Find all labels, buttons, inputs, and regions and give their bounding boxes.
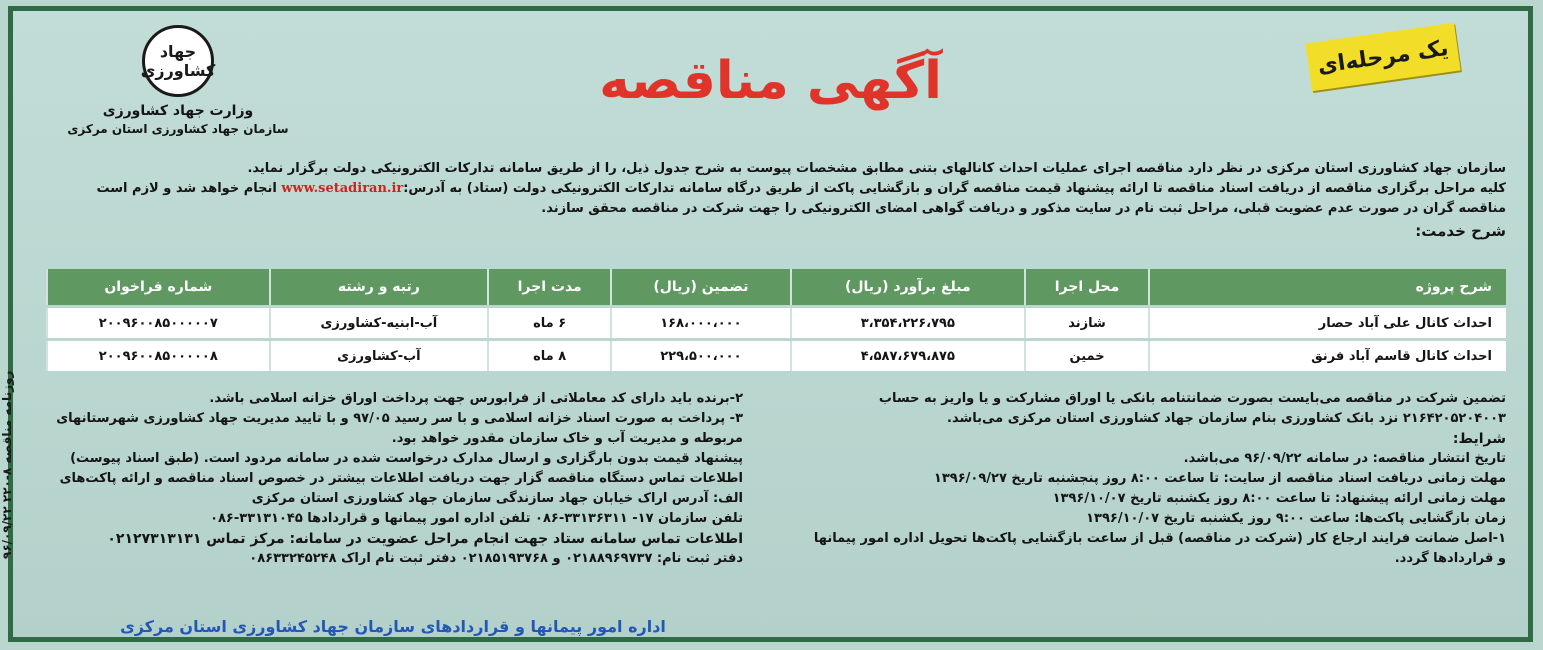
table-cell: احداث کانال علی آباد حصار bbox=[1148, 308, 1506, 338]
table-cell: ۳،۳۵۴،۲۲۶،۷۹۵ bbox=[790, 308, 1025, 338]
guarantee-line-1: تضمین شرکت در مناقصه می‌بایست بصورت ضمانتنامه بانکی یا اوراق مشارکت و یا واریز به حساب bbox=[878, 391, 1506, 406]
phone-numbers: تلفن سازمان ۱۷- ۳۳۱۳۶۳۱۱-۰۸۶ تلفن اداره امور پیمانها و قراردادها ۳۳۱۳۱۰۴۵-۰۸۶ bbox=[210, 511, 743, 526]
tender-table bbox=[46, 266, 1506, 374]
note-3a: ۳- پرداخت به صورت اسناد خزانه اسلامی و با سر رسید ۹۷/۰۵ و با تایید مدیریت جهاد کشاورزی شهرستانهای bbox=[56, 411, 743, 426]
table-cell: ۱۶۸،۰۰۰،۰۰۰ bbox=[610, 308, 789, 338]
notice-frame bbox=[8, 6, 1533, 642]
ministry-logo-icon bbox=[142, 25, 214, 97]
table-cell: شازند bbox=[1024, 308, 1148, 338]
contact-line-b: الف: آدرس اراک خیابان جهاد سازندگی سازمان جهاد کشاورزی استان مرکزی bbox=[251, 491, 743, 506]
intro-line-1: سازمان جهاد کشاورزی استان مرکزی در نظر دارد مناقصه اجرای عملیات احداث کانالهای بتنی مطابق مشخصات پیوست به شرح جدول ذیل، را از طریق سامانه تدارکات الکترونیکی دولت برگزار نماید. bbox=[247, 161, 1506, 176]
doc-deadline: مهلت زمانی دریافت اسناد مناقصه از سایت: تا ساعت ۸:۰۰ روز پنجشنبه تاریخ ۱۳۹۶/۰۹/۲۷ bbox=[933, 471, 1506, 486]
newspaper-side-strip: روزنامه مناقصه ۸-۲۲۰ ۹۶/۰۹/۲۲ bbox=[0, 370, 14, 560]
table-cell: ۲۲۹،۵۰۰،۰۰۰ bbox=[610, 341, 789, 371]
service-heading: شرح خدمت: bbox=[1415, 222, 1506, 240]
ministry-name: وزارت جهاد کشاورزی bbox=[102, 103, 254, 119]
table-cell: خمین bbox=[1024, 341, 1148, 371]
note-1b: و قراردادها گردد. bbox=[1394, 551, 1506, 566]
table-cell: ۲۰۰۹۶۰۰۸۵۰۰۰۰۰۸ bbox=[46, 341, 269, 371]
offer-deadline: مهلت زمانی ارائه پیشنهاد: تا ساعت ۸:۰۰ روز یکشنبه تاریخ ۱۳۹۶/۱۰/۰۷ bbox=[1052, 491, 1506, 506]
contact-line-a: اطلاعات تماس دستگاه مناقصه گزار جهت دریافت اطلاعات بیشتر در خصوص اسناد مناقصه و ارائه پاکت‌های bbox=[59, 471, 743, 486]
table-cell: ۲۰۰۹۶۰۰۸۵۰۰۰۰۰۷ bbox=[46, 308, 269, 338]
table-header: مدت اجرا bbox=[487, 269, 610, 305]
publish-date: تاریخ انتشار مناقصه: در سامانه ۹۶/۰۹/۲۲ می‌باشد. bbox=[1183, 451, 1506, 466]
intro-line-2b: انجام خواهد شد و لازم است bbox=[96, 181, 282, 196]
table-cell: آب-ابنیه-کشاورزی bbox=[269, 308, 487, 338]
one-stage-badge: یک مرحله‌ای bbox=[1305, 23, 1460, 91]
table-header: تضمین (ریال) bbox=[610, 269, 789, 305]
intro-line-3: مناقصه گران در صورت عدم عضویت قبلی، مراحل ثبت نام در سایت مذکور و دریافت گواهی امضای الکترونیکی را جهت شرکت در مناقصه محقق سازند. bbox=[541, 201, 1506, 216]
logo-text: جهاد کشاورزی bbox=[140, 42, 216, 80]
table-cell: احداث کانال قاسم آباد فرنق bbox=[1148, 341, 1506, 371]
table-header: شرح پروژه bbox=[1148, 269, 1506, 305]
table-cell: ۶ ماه bbox=[487, 308, 610, 338]
intro-line-2 bbox=[43, 179, 1506, 199]
note-1a: ۱-اصل ضمانت فرایند ارجاع کار (شرکت در مناقصه) قبل از ساعت بازگشایی پاکت‌ها تحویل اداره امور پیمانها bbox=[813, 531, 1506, 546]
table-header: محل اجرا bbox=[1024, 269, 1148, 305]
setad-url-link[interactable]: www.setadiran.ir bbox=[281, 181, 404, 196]
table-header: مبلغ برآورد (ریال) bbox=[790, 269, 1025, 305]
table-row bbox=[46, 341, 1506, 371]
ministry-block bbox=[63, 25, 293, 136]
notice-title: آگهی مناقصه bbox=[599, 51, 942, 111]
footer-office: اداره امور پیمانها و قراردادهای سازمان جهاد کشاورزی استان مرکزی bbox=[120, 617, 666, 636]
guarantee-line-2: ۲۱۶۴۲۰۵۲۰۴۰۰۳ نزد بانک کشاورزی بنام سازمان جهاد کشاورزی استان مرکزی می‌باشد. bbox=[947, 411, 1506, 426]
table-cell: آب-کشاورزی bbox=[269, 341, 487, 371]
conditions-column bbox=[781, 389, 1506, 569]
table-row bbox=[46, 308, 1506, 338]
table-cell: ۴،۵۸۷،۶۷۹،۸۷۵ bbox=[790, 341, 1025, 371]
opening-time: زمان بازگشایی پاکت‌ها: ساعت ۹:۰۰ روز یکشنبه تاریخ ۱۳۹۶/۱۰/۰۷ bbox=[1086, 511, 1506, 526]
table-header-row bbox=[46, 269, 1506, 305]
intro-text bbox=[43, 159, 1506, 241]
organization-name: سازمان جهاد کشاورزی استان مرکزی bbox=[67, 122, 289, 136]
setad-contact-heading: اطلاعات تماس سامانه ستاد جهت انجام مراحل عضویت در سامانه: مرکز تماس ۰۲۱۲۷۳۱۳۱۳۱ bbox=[107, 531, 743, 547]
note-3b: مربوطه و مدیریت آب و خاک سازمان مقدور خواهد بود. bbox=[391, 431, 743, 446]
table-header: شماره فراخوان bbox=[46, 269, 269, 305]
rejection-note: پیشنهاد قیمت بدون بارگزاری و ارسال مدارک درخواست شده در سامانه مردود است. (طبق اسناد پیوست) bbox=[70, 451, 743, 466]
table-header: رتبه و رشته bbox=[269, 269, 487, 305]
conditions-heading: شرایط: bbox=[1452, 431, 1506, 447]
setad-office-phones: دفتر ثبت نام: ۰۲۱۸۸۹۶۹۷۳۷ و ۰۲۱۸۵۱۹۳۷۶۸ دفتر ثبت نام اراک ۰۸۶۳۳۲۴۵۲۴۸ bbox=[249, 551, 743, 566]
intro-line-2a: کلیه مراحل برگزاری مناقصه از دریافت اسناد مناقصه تا ارائه پیشنهاد قیمت مناقصه گران و بازگشایی پاکت از طریق درگاه سامانه تدارکات الکترونیکی دولت (ستاد) به آدرس: bbox=[403, 181, 1506, 196]
table-cell: ۸ ماه bbox=[487, 341, 610, 371]
note-2: ۲-برنده باید دارای کد معاملاتی از فرابورس جهت پرداخت اوراق خزانه اسلامی باشد. bbox=[209, 391, 743, 406]
notes-column bbox=[43, 389, 743, 569]
